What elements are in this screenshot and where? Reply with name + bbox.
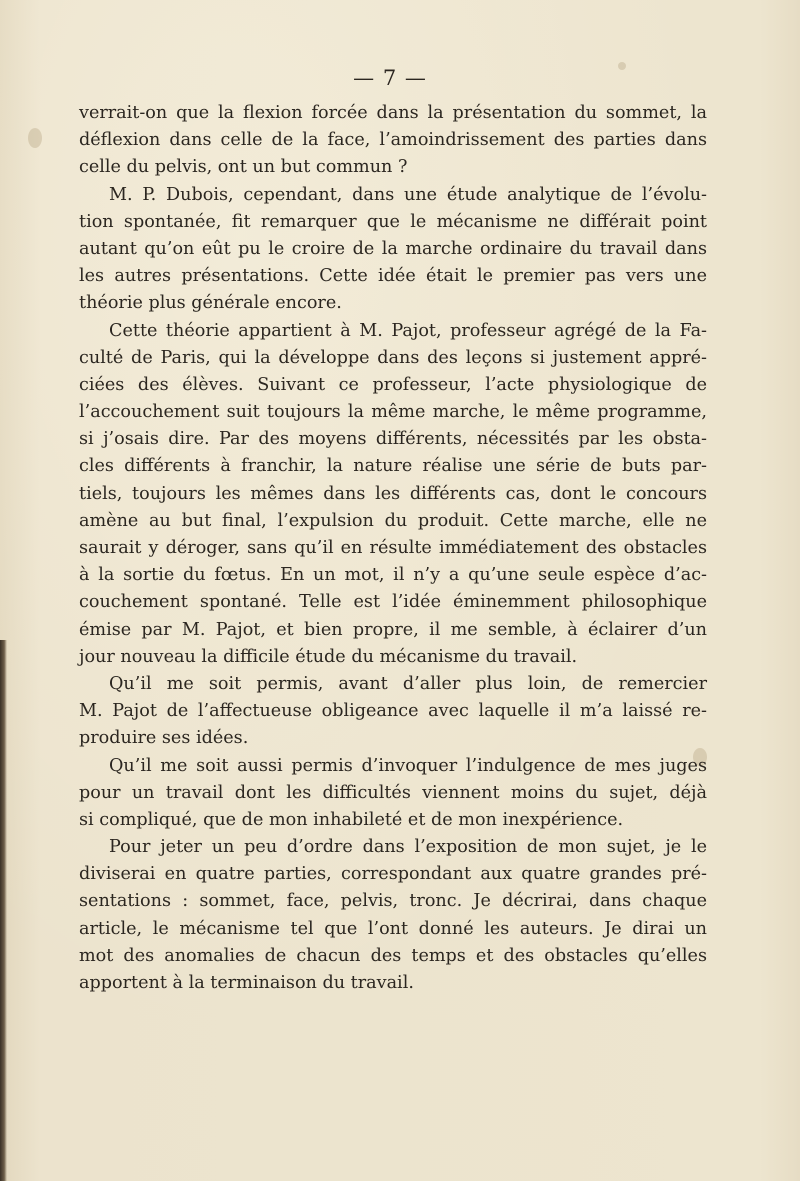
text-line: jour nouveau la difficile étude du mécanisme du travail.	[79, 646, 578, 667]
text-line: Cette théorie appartient à M. Pajot, professeur agrégé de la Fa-	[109, 320, 707, 341]
text-line: diviserai en quatre parties, correspondant aux quatre grandes pré-	[79, 864, 707, 885]
text-line: article, le mécanisme tel que l’ont donné les auteurs. Je dirai un	[79, 918, 707, 939]
text-line: Qu’il me soit permis, avant d’aller plus loin, de remercier	[109, 673, 707, 694]
text-line: Pour jeter un peu d’ordre dans l’exposition de mon sujet, je le	[109, 837, 707, 858]
text-line: mot des anomalies de chacun des temps et des obstacles qu’elles	[79, 945, 707, 966]
text-line: tion spontanée, fit remarquer que le mécanisme ne différait point	[79, 211, 707, 232]
text-line: couchement spontané. Telle est l’idée éminemment philosophique	[79, 592, 707, 613]
text-line: les autres présentations. Cette idée était le premier pas vers une	[79, 266, 707, 287]
text-line: Qu’il me soit aussi permis d’invoquer l’indulgence de mes juges	[109, 755, 707, 776]
text-line: déflexion dans celle de la face, l’amoindrissement des parties dans	[79, 130, 707, 151]
text-line: celle du pelvis, ont un but commun ?	[79, 157, 408, 178]
text-line: à la sortie du fœtus. En un mot, il n’y a qu’une seule espèce d’ac-	[79, 565, 707, 586]
text-line: culté de Paris, qui la développe dans des leçons si justement appré-	[79, 347, 707, 368]
text-line: saurait y déroger, sans qu’il en résulte immédiatement des obstacles	[79, 538, 707, 558]
text-line: tiels, toujours les mêmes dans les différents cas, dont le concours	[79, 483, 707, 504]
text-line: verrait-on que la flexion forcée dans la présentation du sommet, la	[79, 103, 707, 123]
paper-stain	[618, 62, 626, 70]
text-line: M. Pajot de l’affectueuse obligeance avec laquelle il m’a laissé re-	[79, 701, 707, 722]
text-line: amène au but final, l’expulsion du produit. Cette marche, elle ne	[79, 510, 707, 531]
text-line: autant qu’on eût pu le croire de la marche ordinaire du travail dans	[79, 238, 707, 259]
text-line: théorie plus générale encore.	[79, 293, 342, 314]
paper-stain	[28, 128, 42, 148]
text-line: pour un travail dont les difficultés viennent moins du sujet, déjà	[79, 782, 707, 803]
text-line: produire ses idées.	[79, 728, 249, 749]
body-text	[79, 100, 707, 997]
text-line: M. P. Dubois, cependant, dans une étude analytique de l’évolu-	[109, 184, 707, 205]
text-line: si compliqué, que de mon inhabileté et de mon inexpérience.	[79, 809, 624, 830]
text-line: sentations : sommet, face, pelvis, tronc. Je décrirai, dans chaque	[79, 891, 707, 912]
text-line: cles différents à franchir, la nature réalise une série de buts par-	[79, 456, 707, 477]
text-line: émise par M. Pajot, et bien propre, il me semble, à éclairer d’un	[79, 619, 707, 640]
page-number: — 7 —	[353, 66, 427, 90]
text-line: ciées des élèves. Suivant ce professeur, l’acte physiologique de	[79, 374, 707, 395]
text-line: si j’osais dire. Par des moyens différents, nécessités par les obsta-	[79, 429, 707, 450]
text-line: l’accouchement suit toujours la même marche, le même programme,	[79, 402, 707, 423]
text-line: apportent à la terminaison du travail.	[79, 973, 414, 993]
page-binding-edge	[0, 640, 7, 1181]
